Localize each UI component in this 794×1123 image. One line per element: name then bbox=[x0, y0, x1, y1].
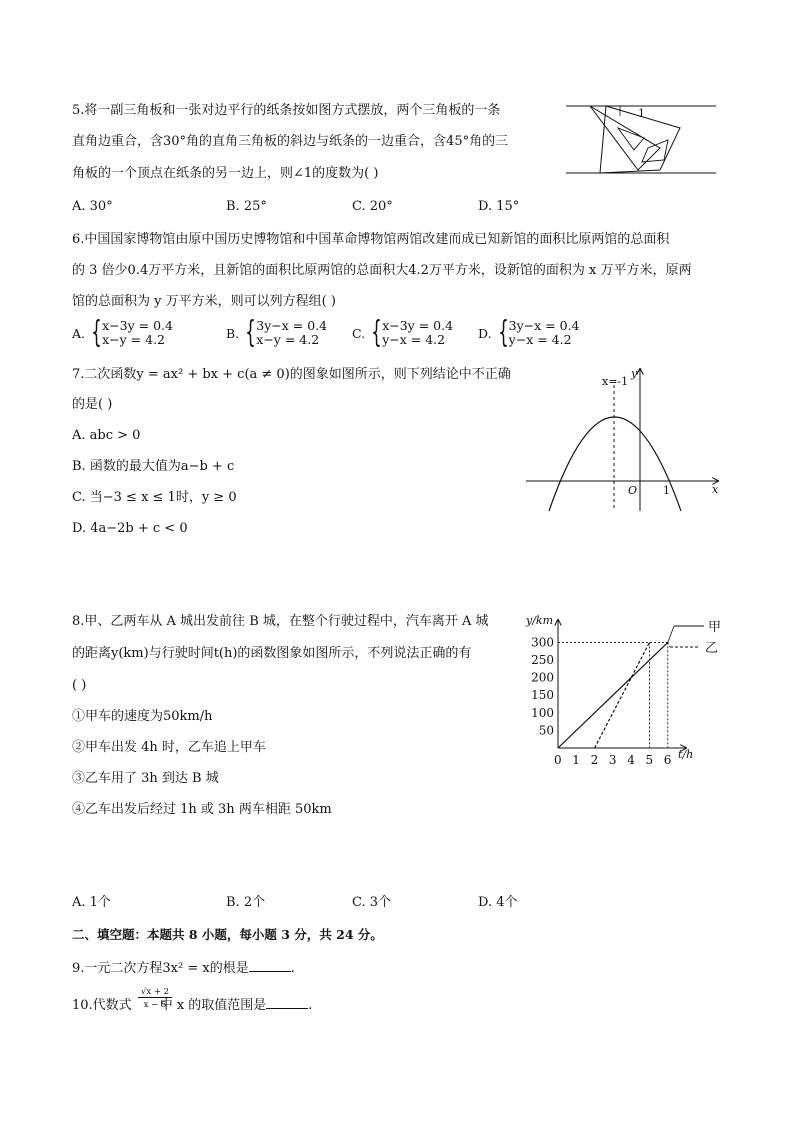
q7-option-d: D. 4a−2b + c < 0 bbox=[72, 521, 188, 536]
q10-answer-blank[interactable] bbox=[266, 995, 308, 1009]
series-line-yi bbox=[595, 642, 650, 748]
y-tick-label: 250 bbox=[531, 653, 554, 667]
legend-label-jia: 甲 bbox=[708, 620, 722, 635]
q10-suffix: . bbox=[308, 998, 313, 1013]
equation: y−x = 4.2 bbox=[508, 332, 572, 347]
equation: 3y−x = 0.4 bbox=[256, 318, 328, 333]
q8-line-1: 8.甲、乙两车从 A 城出发前往 B 城，在整个行驶过程中，汽车离开 A 城 bbox=[72, 614, 489, 629]
q8-option-b: B. 2个 bbox=[226, 895, 266, 910]
q10-denominator: x − 5 bbox=[143, 1000, 167, 1010]
y-tick-label: 100 bbox=[531, 705, 554, 720]
q8-option-c: C. 3个 bbox=[352, 895, 392, 910]
q6-line-1: 6.中国国家博物馆由原中国历史博物馆和中国革命博物馆两馆改建而成已知新馆的面积比原两馆的总面积 bbox=[72, 232, 670, 247]
y-tick-label: 150 bbox=[531, 688, 554, 703]
q6-option-c bbox=[352, 315, 454, 350]
equation: x−3y = 0.4 bbox=[102, 318, 173, 333]
q5-triangle-figure bbox=[560, 98, 720, 180]
x-tick-label: 5 bbox=[645, 753, 654, 767]
q10-prefix: 10.代数式 bbox=[72, 998, 132, 1013]
option-letter: A. bbox=[72, 325, 86, 341]
triangle-45-inner bbox=[642, 140, 668, 162]
x-tick-label: 4 bbox=[627, 753, 635, 767]
equation: y−x = 4.2 bbox=[382, 332, 446, 347]
equation: x−3y = 0.4 bbox=[382, 318, 454, 333]
option-letter: B. bbox=[226, 325, 240, 341]
angle-1-label: 1 bbox=[638, 107, 645, 120]
q8-statement-2: ②甲车出发 4h 时，乙车追上甲车 bbox=[72, 740, 266, 755]
q7-parabola-figure bbox=[522, 365, 728, 515]
triangle-30-inner bbox=[618, 128, 644, 150]
series-line-jia bbox=[558, 642, 668, 748]
brace-icon: { bbox=[497, 315, 509, 350]
legend-leader-jia bbox=[668, 626, 674, 642]
one-tick-label: 1 bbox=[663, 484, 670, 497]
symmetry-axis-label: x=-1 bbox=[602, 375, 629, 388]
y-axis-label: y/km bbox=[526, 614, 554, 627]
x-axis-label: t/h bbox=[678, 748, 694, 761]
equation: x−y = 4.2 bbox=[256, 332, 320, 347]
q10-line bbox=[72, 995, 312, 1015]
q5-option-d: D. 15° bbox=[478, 199, 520, 214]
q6-line-2: 的 3 倍少0.4万平方米，且新馆的面积比原两馆的总面积大4.2万平方米，设新馆的面积为 x 万平方米，原两 bbox=[72, 263, 692, 278]
y-tick-label: 300 bbox=[531, 635, 554, 650]
x-tick-label: 3 bbox=[608, 753, 617, 767]
q5-option-b: B. 25° bbox=[226, 199, 267, 214]
brace-icon: { bbox=[91, 315, 102, 350]
q8-option-d: D. 4个 bbox=[478, 895, 518, 910]
legend-label-yi: 乙 bbox=[705, 641, 719, 656]
q7-line-1: 7.二次函数y = ax² + bx + c(a ≠ 0)的图象如图所示，则下列结论中不正确 bbox=[72, 367, 511, 382]
x-tick-label: 2 bbox=[590, 753, 599, 767]
q5-option-c: C. 20° bbox=[352, 199, 393, 214]
x-axis-label: x bbox=[712, 483, 719, 496]
q8-distance-time-chart bbox=[522, 610, 728, 770]
q9-suffix: . bbox=[290, 961, 295, 976]
origin-label: O bbox=[628, 484, 638, 497]
q9-answer-blank[interactable] bbox=[249, 958, 291, 972]
equation: x−y = 4.2 bbox=[102, 332, 165, 347]
q8-line-3: ( ) bbox=[72, 678, 87, 693]
q6-line-3: 馆的总面积为 y 万平方米，则可以列方程组( ) bbox=[72, 294, 336, 309]
x-tick-label: 6 bbox=[663, 753, 672, 767]
q9-line bbox=[72, 958, 295, 978]
q6-option-a bbox=[72, 315, 173, 350]
q7-line-2: 的是( ) bbox=[72, 397, 113, 412]
x-tick-label: 1 bbox=[572, 753, 580, 767]
q8-statement-1: ①甲车的速度为50km/h bbox=[72, 709, 213, 724]
q7-option-a: A. abc > 0 bbox=[72, 428, 141, 443]
y-tick-label: 50 bbox=[538, 723, 554, 738]
legend-leader-yi bbox=[668, 642, 670, 647]
section-heading: 二、填空题：本题共 8 小题，每小题 3 分，共 24 分。 bbox=[72, 927, 383, 942]
brace-icon: { bbox=[371, 315, 382, 350]
option-letter: D. bbox=[478, 325, 492, 341]
q5-line-1: 5.将一副三角板和一张对边平行的纸条按如图方式摆放，两个三角板的一条 bbox=[72, 103, 501, 118]
q5-line-3: 角板的一个顶点在纸条的另一边上，则∠1的度数为( ) bbox=[72, 166, 379, 181]
q5-line-2: 直角边重合，含30°角的直角三角板的斜边与纸条的一边重合，含45°角的三 bbox=[72, 134, 509, 149]
q9-text: 9.一元二次方程3x² = x的根是 bbox=[72, 961, 249, 976]
q8-statement-3: ③乙车用了 3h 到达 B 城 bbox=[72, 771, 219, 786]
option-letter: C. bbox=[352, 325, 366, 341]
x-tick-label: 0 bbox=[554, 753, 562, 767]
y-axis-label: y bbox=[631, 367, 638, 380]
y-tick-label: 200 bbox=[531, 670, 554, 685]
q8-line-2: 的距离y(km)与行驶时间t(h)的函数图象如图所示，不列说法正确的有 bbox=[72, 646, 472, 661]
parabola-curve bbox=[549, 417, 681, 511]
equation: 3y−x = 0.4 bbox=[508, 318, 580, 333]
brace-icon: { bbox=[245, 315, 256, 350]
q6-option-b bbox=[226, 315, 328, 350]
q7-option-b: B. 函数的最大值为a−b + c bbox=[72, 459, 235, 474]
q5-option-a: A. 30° bbox=[72, 199, 113, 214]
q10-middle: 中 x 的取值范围是 bbox=[159, 998, 267, 1013]
q8-option-a: A. 1个 bbox=[72, 895, 111, 910]
q7-option-c: C. 当−3 ≤ x ≤ 1时，y ≥ 0 bbox=[72, 490, 237, 505]
q6-option-d bbox=[478, 315, 580, 350]
q8-statement-4: ④乙车出发后经过 1h 或 3h 两车相距 50km bbox=[72, 802, 332, 817]
q10-numerator: √x + 2 bbox=[138, 987, 172, 998]
